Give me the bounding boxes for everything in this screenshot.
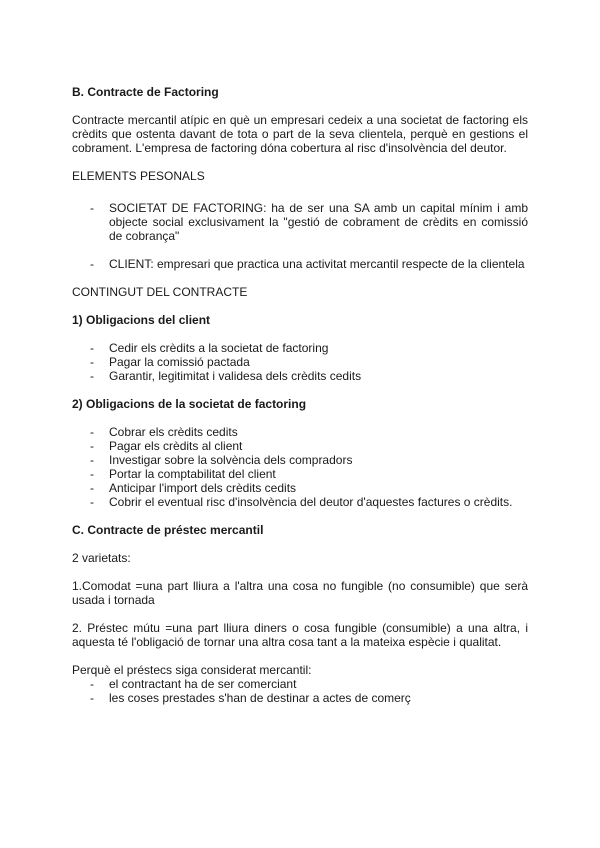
varieties-text: 2 varietats: bbox=[72, 551, 131, 565]
comodat-text: 1.Comodat =una part lliura a l'altra una cosa no fungible (no consumible) que serà usada i tornada bbox=[72, 579, 528, 607]
society-obligations-list bbox=[72, 425, 528, 509]
list-item: - Cedir els crèdits a la societat de factoring bbox=[72, 341, 528, 355]
list-item: - Cobrir el eventual risc d'insolvència del deutor d'aquestes factures o crèdits. bbox=[72, 495, 528, 509]
client-obligations-list bbox=[72, 341, 528, 383]
list-item: - Pagar la comissió pactada bbox=[72, 355, 528, 369]
list-item: - SOCIETAT DE FACTORING: ha de ser una SA amb un capital mínim i amb objecte social exclusivament la "gestió de cobrament de crèdits en comissió de cobrança" bbox=[72, 201, 528, 243]
elements-list bbox=[72, 201, 528, 271]
section-c-title: C. Contracte de préstec mercantil bbox=[72, 523, 264, 537]
factoring-definition: Contracte mercantil atípic en què un empresari cedeix a una societat de factoring els crèdits que ostenta davant de tota o part de la seva clientela, perquè en gestions el cobrament. L'empresa de factoring dóna cobertura al risc d'insolvència del deutor. bbox=[72, 113, 528, 155]
content-heading: CONTINGUT DEL CONTRACTE bbox=[72, 285, 248, 299]
client-obligations-heading: 1) Obligacions del client bbox=[72, 313, 211, 327]
mercantil-intro: Perquè el préstecs siga considerat mercantil: bbox=[72, 663, 312, 677]
list-item: - Pagar els crèdits al client bbox=[72, 439, 528, 453]
mercantil-list bbox=[72, 677, 528, 705]
elements-heading: ELEMENTS PESONALS bbox=[72, 169, 205, 183]
section-b-title: B. Contracte de Factoring bbox=[72, 85, 219, 99]
list-item: - Portar la comptabilitat del client bbox=[72, 467, 528, 481]
mutu-text: 2. Préstec mútu =una part lliura diners o cosa fungible (consumible) a una altra, i aquesta té l'obligació de tornar una altra cosa tant a la mateixa espècie i qualitat. bbox=[72, 621, 528, 649]
list-item: - Garantir, legitimitat i validesa dels crèdits cedits bbox=[72, 369, 528, 383]
list-item: - les coses prestades s'han de destinar a actes de comerç bbox=[72, 691, 528, 705]
list-item: - Investigar sobre la solvència dels compradors bbox=[72, 453, 528, 467]
list-item: - CLIENT: empresari que practica una activitat mercantil respecte de la clientela bbox=[72, 257, 528, 271]
list-item: - el contractant ha de ser comerciant bbox=[72, 677, 528, 691]
list-item: - Cobrar els crèdits cedits bbox=[72, 425, 528, 439]
society-obligations-heading: 2) Obligacions de la societat de factoring bbox=[72, 397, 307, 411]
list-item: - Anticipar l'import dels crèdits cedits bbox=[72, 481, 528, 495]
